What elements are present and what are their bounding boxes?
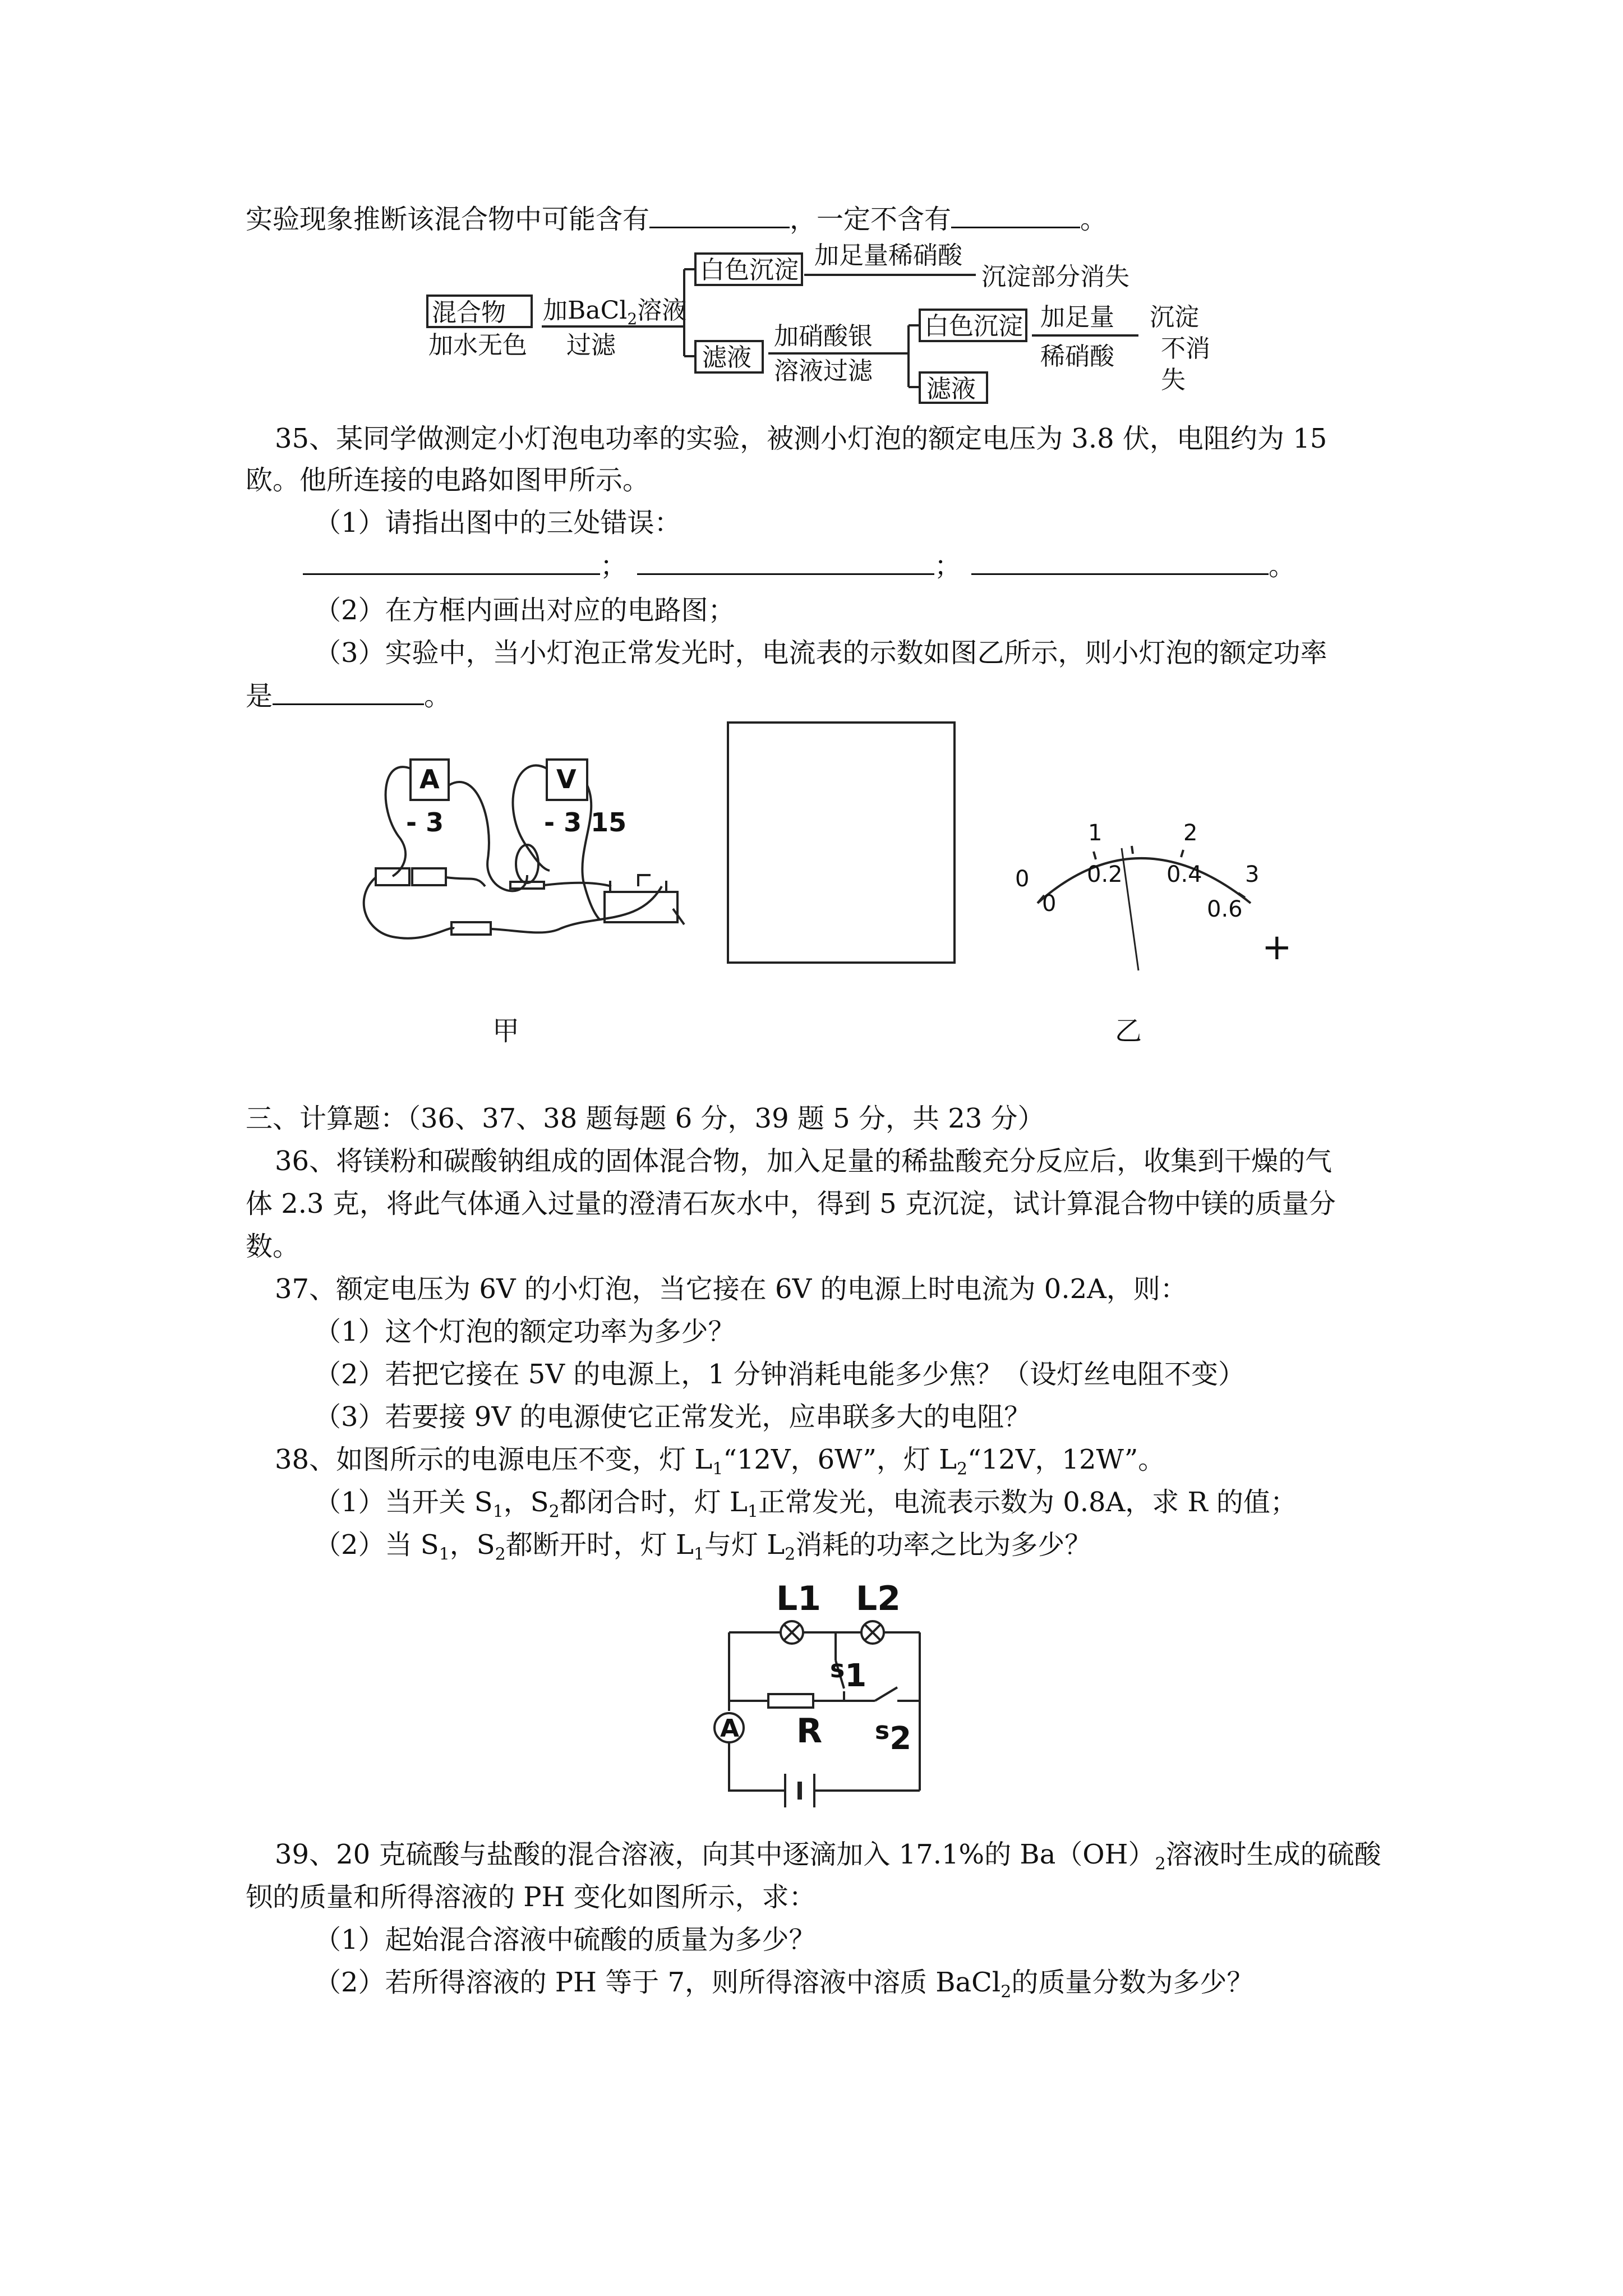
q36-line3: 数。 — [246, 1231, 300, 1262]
answer-blank[interactable] — [273, 679, 424, 705]
outer-tick-1: 1 — [1088, 820, 1103, 846]
resistor-r — [768, 1694, 813, 1708]
dial-needle — [1122, 848, 1138, 970]
outer-tick-0: 0 — [1015, 866, 1030, 892]
flow-mixture: 混合物 — [432, 298, 506, 327]
flow-filtrate-1: 滤液 — [702, 343, 751, 372]
switch-s2 — [875, 1687, 897, 1701]
q35-sub3-line1: （3）实验中，当小灯泡正常发光时，电流表的示数如图乙所示，则小灯泡的额定功率 — [314, 637, 1327, 669]
circuit-photo-figure — [359, 735, 718, 982]
label-s2: s2 — [875, 1717, 912, 1757]
flow-dilute-hno3: 稀硝酸 — [1040, 342, 1114, 371]
answer-blank[interactable] — [637, 549, 934, 575]
voltmeter-terminals: - 3 15 — [544, 807, 627, 838]
q35-sub1: （1）请指出图中的三处错误： — [314, 507, 681, 539]
ammeter-letter: A — [419, 764, 440, 794]
plus-sign: + — [1262, 927, 1292, 968]
q35-stem-2: 欧。他所连接的电路如图甲所示。 — [246, 464, 650, 496]
q39-sub2: （2）若所得溶液的 PH 等于 7，则所得溶液中溶质 BaCl$_2$的质量分数为多少？ — [314, 1967, 1254, 2002]
experiment-flowchart — [415, 236, 1234, 404]
q37-sub2: （2）若把它接在 5V 的电源上，1 分钟消耗电能多少焦？（设灯丝电阻不变） — [314, 1359, 1246, 1390]
q36-line2: 体 2.3 克，将此气体通入过量的澄清石灰水中，得到 5 克沉淀，试计算混合物中镁的质量分 — [246, 1188, 1336, 1220]
inner-tick-0-4: 0.4 — [1166, 862, 1202, 887]
q39-line1: 39、20 克硫酸与盐酸的混合溶液，向其中逐滴加入 17.1%的 $Ba(OH)_2$溶液时生成的硫酸 — [275, 1839, 1381, 1874]
q36-line1: 36、将镁粉和碳酸钠组成的固体混合物，加入足量的稀盐酸充分反应后，收集到干燥的气 — [275, 1145, 1332, 1177]
inner-tick-0-6: 0.6 — [1207, 896, 1243, 922]
flow-add-agno3: 加硝酸银 — [774, 322, 873, 351]
q39-line2: 钡的质量和所得溶液的 PH 变化如图所示，求： — [246, 1881, 816, 1913]
flow-partial-dissolve: 沉淀部分消失 — [981, 263, 1129, 291]
label-r: R — [796, 1711, 823, 1751]
flow-add-water: 加水无色 — [428, 331, 527, 360]
q34-tail: 实验现象推断该混合物中可能含有 ，一定不含有 。 — [246, 202, 1107, 236]
q35-blanks: ； ； 。 — [303, 549, 1295, 583]
flow-add-hno3: 加足量稀硝酸 — [814, 241, 962, 270]
section3-title: 三、计算题：（36、37、38 题每题 6 分，39 题 5 分，共 23 分） — [246, 1103, 1045, 1134]
ammeter-terminals: - 3 — [406, 807, 444, 838]
caption-yi: 乙 — [1115, 1015, 1142, 1047]
flow-white-ppt-2: 白色沉淀 — [924, 312, 1023, 341]
inner-tick-0: 0 — [1042, 891, 1057, 917]
answer-blank[interactable] — [649, 202, 790, 228]
ammeter-dial-figure — [1004, 797, 1318, 987]
answer-blank[interactable] — [951, 202, 1080, 228]
outer-tick-3: 3 — [1245, 862, 1260, 887]
q39-sub1: （1）起始混合溶液中硫酸的质量为多少？ — [314, 1924, 816, 1955]
q35-stem-1: 35、某同学做测定小灯泡电功率的实验，被测小灯泡的额定电压为 3.8 伏，电阻约为 15 — [275, 423, 1327, 454]
q38-sub2: （2）当 $S_1$，$S_2$都断开时，灯 $L_1$与灯 $L_2$消耗的功率之比为多少？ — [314, 1529, 1092, 1565]
inner-tick-0-2: 0.2 — [1087, 862, 1123, 887]
q38-circuit-figure — [707, 1576, 942, 1823]
label-a: A — [720, 1714, 740, 1743]
flow-filtrate-2: 滤液 — [926, 375, 976, 403]
caption-jia: 甲 — [492, 1015, 520, 1047]
voltmeter-letter: V — [556, 764, 577, 794]
flow-white-ppt-1: 白色沉淀 — [700, 256, 799, 284]
q38-stem: 38、如图所示的电源电压不变，灯 $L_1“12V$，6W”，灯 $L_2“12V$，12W”。 — [275, 1444, 1165, 1479]
flow-no-dissolve-1: 沉淀 — [1150, 303, 1199, 332]
circuit-drawing-box[interactable] — [727, 721, 956, 964]
flow-add-enough: 加足量 — [1040, 303, 1114, 332]
q37-stem: 37、额定电压为 6V 的小灯泡，当它接在 6V 的电源上时电流为 0.2A，则： — [275, 1273, 1187, 1305]
flow-agno3-filter: 溶液过滤 — [774, 357, 873, 385]
flow-no-dissolve-3: 失 — [1161, 366, 1186, 394]
answer-blank[interactable] — [971, 549, 1269, 575]
q37-sub3: （3）若要接 9V 的电源使它正常发光，应串联多大的电阻？ — [314, 1401, 1031, 1433]
q35-sub3-line2: 是 。 — [246, 679, 451, 713]
q37-sub1: （1）这个灯泡的额定功率为多少？ — [314, 1316, 735, 1347]
label-l1: L1 — [776, 1579, 821, 1618]
label-l2: L2 — [856, 1579, 901, 1618]
flow-add-bacl2: 加BaCl$_2$溶液 — [543, 296, 687, 328]
label-s1: s1 — [830, 1655, 867, 1694]
q38-sub1: （1）当开关 $S_1$，$S_2$都闭合时，灯 $L_1$正常发光，电流表示数为 0.8A，求 R 的值； — [314, 1487, 1297, 1522]
flow-no-dissolve-2: 不消 — [1161, 334, 1210, 363]
answer-blank[interactable] — [303, 549, 600, 575]
outer-tick-2: 2 — [1183, 820, 1198, 846]
q35-sub2: （2）在方框内画出对应的电路图； — [314, 595, 735, 626]
flow-filter: 过滤 — [566, 331, 616, 360]
